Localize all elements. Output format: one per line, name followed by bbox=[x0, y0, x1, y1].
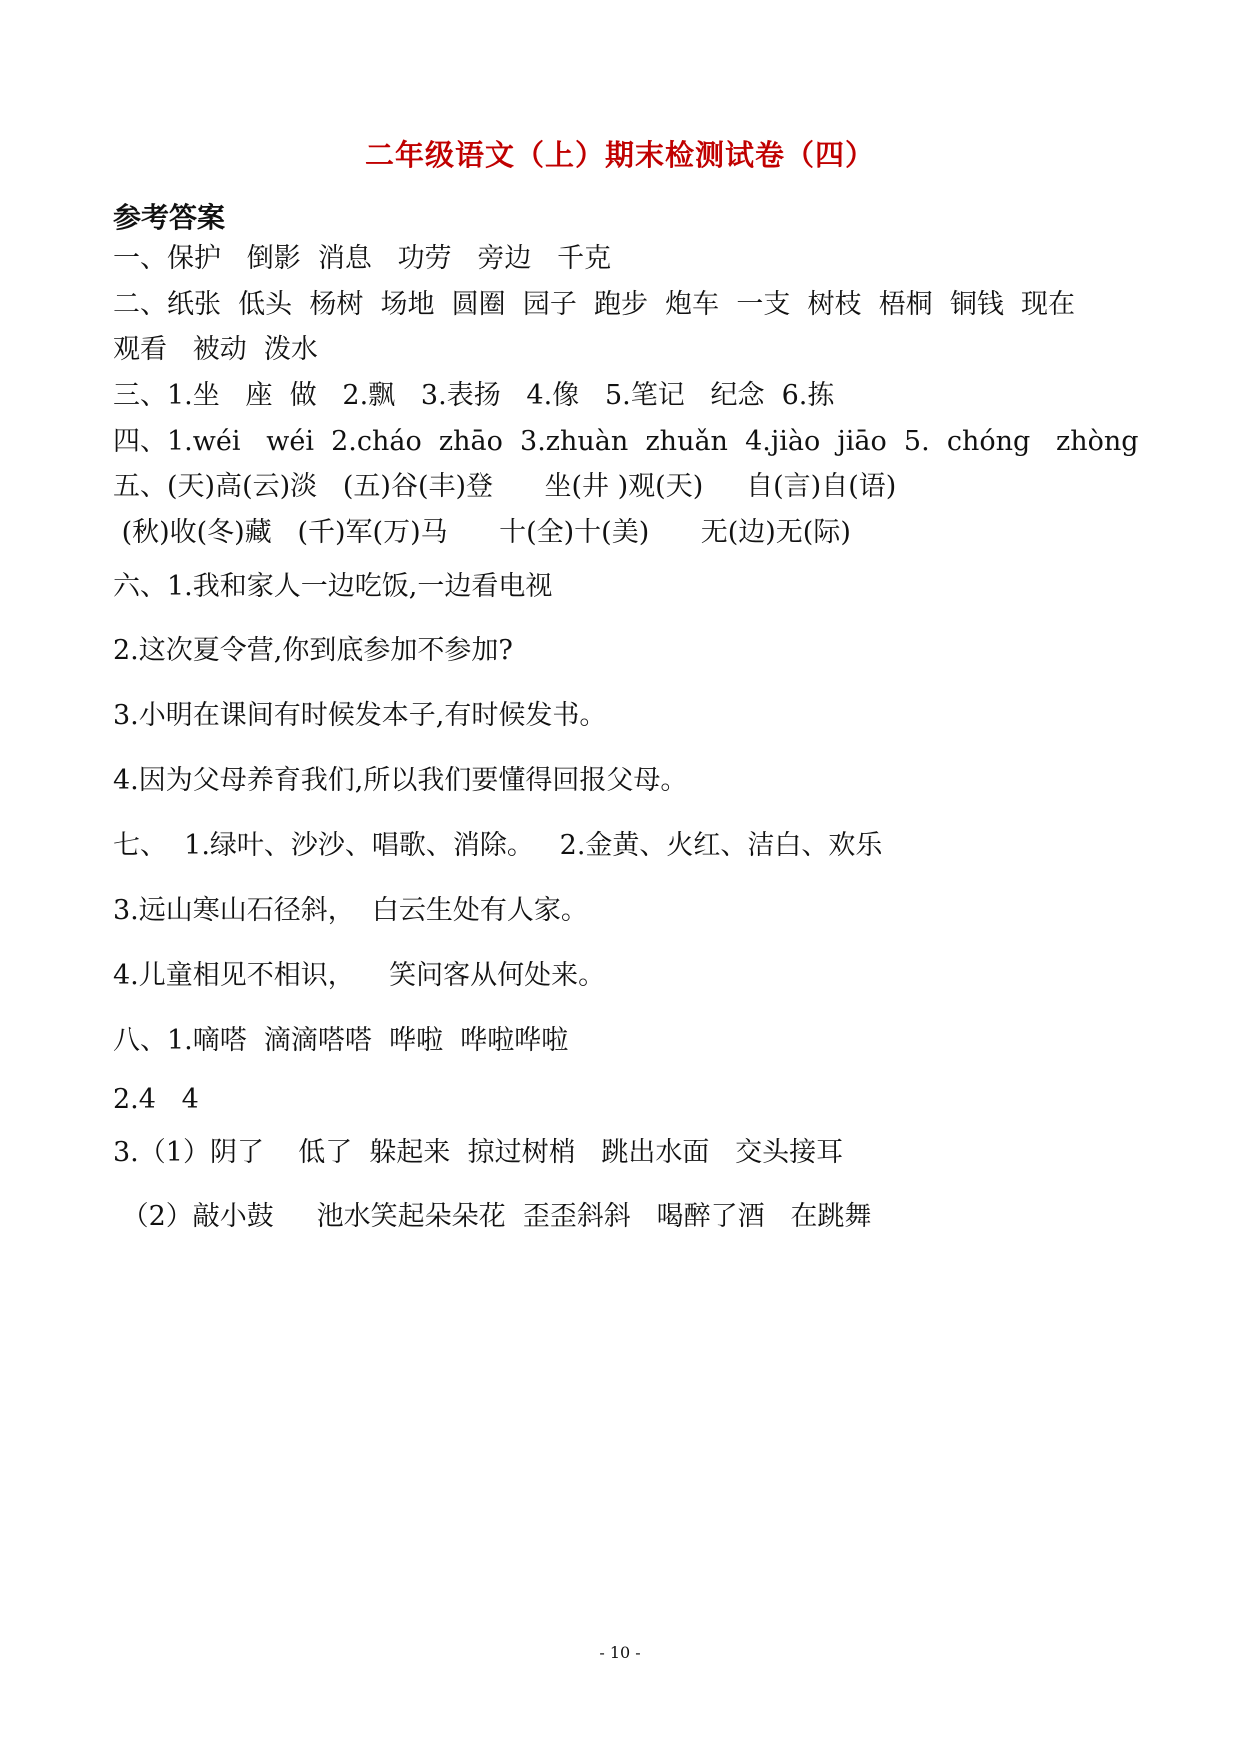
answer-line-8-2: 2.4 4 bbox=[113, 1084, 199, 1115]
answer-line-6-1: 六、1.我和家人一边吃饭,一边看电视 bbox=[113, 571, 553, 602]
answer-line-7-3: 3.远山寒山石径斜， 白云生处有人家。 bbox=[113, 895, 588, 926]
answer-line-3: 三、1.坐 座 做 2.飘 3.表扬 4.像 5.笔记 纪念 6.拣 bbox=[113, 380, 835, 411]
answer-line-6-4: 4.因为父母养育我们,所以我们要懂得回报父母。 bbox=[113, 765, 688, 796]
answer-line-6-2: 2.这次夏令营,你到底参加不参加? bbox=[113, 635, 513, 666]
answer-line-5-cont: (秋)收(冬)藏 (千)军(万)马 十(全)十(美) 无(边)无(际) bbox=[113, 517, 851, 548]
answer-line-7-1: 七、 1.绿叶、沙沙、唱歌、消除。 2.金黄、火红、洁白、欢乐 bbox=[113, 830, 883, 861]
answer-line-7-4: 4.儿童相见不相识， 笑问客从何处来。 bbox=[113, 960, 606, 991]
answers-heading: 参考答案 bbox=[113, 201, 226, 234]
answer-line-6-3: 3.小明在课间有时候发本子,有时候发书。 bbox=[113, 700, 607, 731]
answer-line-1: 一、保护 倒影 消息 功劳 旁边 千克 bbox=[113, 243, 612, 274]
page-title: 二年级语文（上）期末检测试卷（四） bbox=[364, 138, 875, 172]
answer-line-8-1: 八、1.嘀嗒 滴滴嗒嗒 哗啦 哗啦哗啦 bbox=[113, 1025, 569, 1056]
answer-line-4: 四、1.wéi wéi 2.cháo zhāo 3.zhuàn zhuǎn 4.jiào jiāo 5. chóng zhòng bbox=[113, 426, 1139, 457]
answer-line-2-cont: 观看 被动 泼水 bbox=[113, 334, 318, 365]
page-number: - 10 - bbox=[599, 1643, 641, 1662]
answer-line-8-3-2: （2）敲小鼓 池水笑起朵朵花 歪歪斜斜 喝醉了酒 在跳舞 bbox=[113, 1201, 872, 1232]
answer-line-5: 五、(天)高(云)淡 (五)谷(丰)登 坐(井 )观(天) 自(言)自(语) bbox=[113, 471, 897, 502]
answer-line-2: 二、纸张 低头 杨树 场地 圆圈 园子 跑步 炮车 一支 树枝 梧桐 铜钱 现在 bbox=[113, 289, 1075, 320]
answer-line-8-3-1: 3.（1）阴了 低了 躲起来 掠过树梢 跳出水面 交头接耳 bbox=[113, 1137, 844, 1168]
